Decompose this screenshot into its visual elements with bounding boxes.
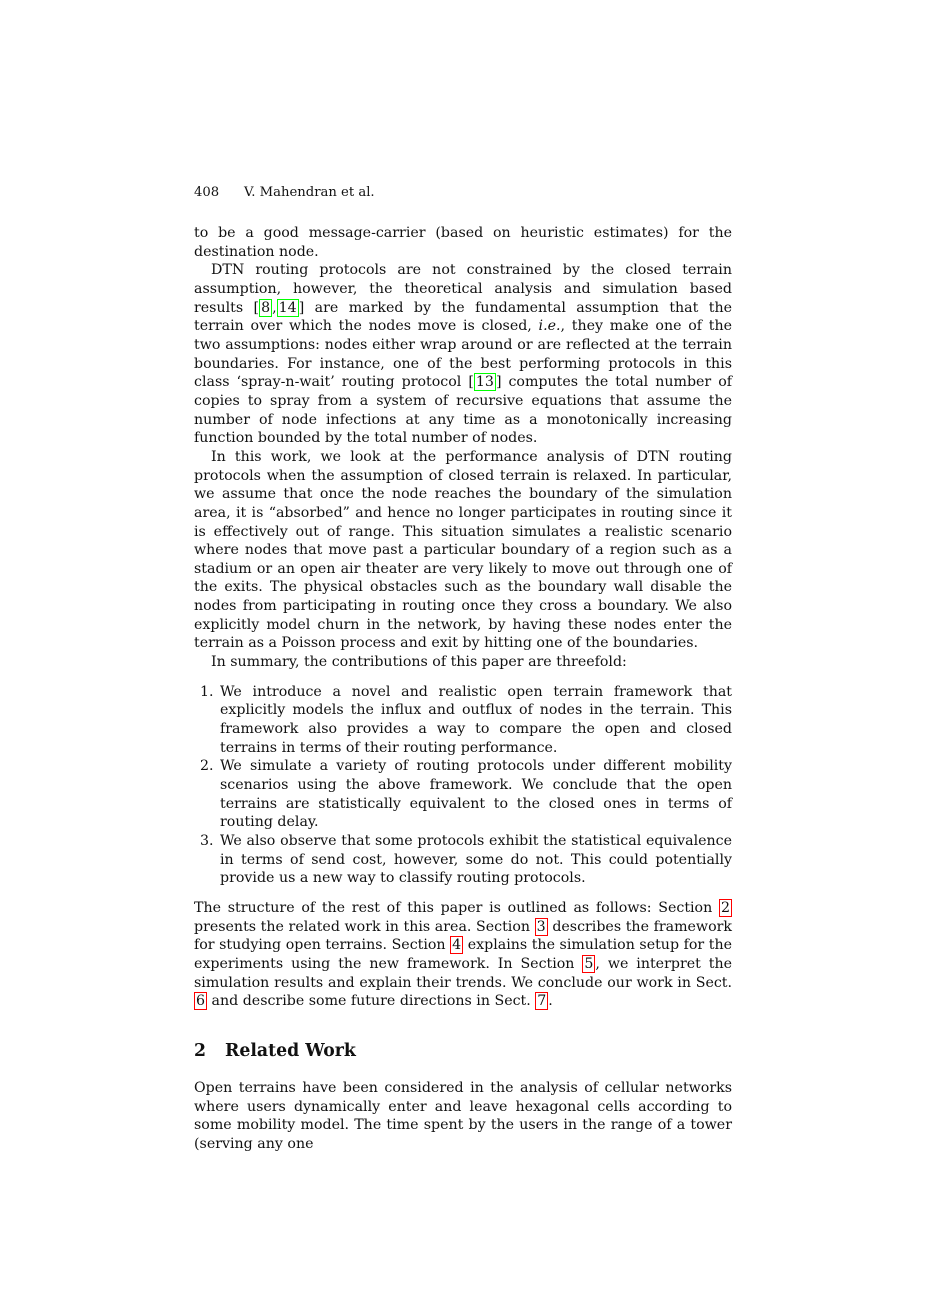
list-item-number: 3. <box>200 833 214 849</box>
related-work-paragraph: Open terrains have been considered in the analysis of cellular networks where users dynamically enter and leave hexagonal cells according to some mobility model. The time spent by the users in the range of a tower (serving any one <box>194 1079 732 1152</box>
paper-page <box>194 184 732 1154</box>
citation-link-8[interactable]: 8 <box>261 299 271 316</box>
list-item-number: 2. <box>200 758 214 775</box>
intro-paragraph-3: In this work, we look at the performance analysis of DTN routing protocols when the assumption of closed terrain is relaxed. In particular, we assume that once the node reaches the boundary of the simulation area, it is “absorbed” and hence no longer participates in routing since it is effectively out of range. This situation simulates a realistic scenario where nodes that move past a particular boundary of a region such as a stadium or an open air theater are very likely to move out through one of the exits. The physical obstacles such as the boundary wall disable the nodes from participating in routing once they cross a boundary. We also explicitly model churn in the network, by having these nodes enter the terrain as a Poisson process and exit by hitting one of the boundaries. <box>194 448 732 652</box>
section-link-2[interactable]: 2 <box>720 899 730 916</box>
list-item <box>194 683 732 758</box>
section-heading <box>194 1040 732 1062</box>
section-link-6[interactable]: 6 <box>196 993 206 1010</box>
intro-paragraph-4: In summary, the contributions of this paper are threefold: <box>211 654 627 671</box>
list-item-text: We introduce a novel and realistic open terrain framework that explicitly models the influx and outflux of nodes in the terrain. This framework also provides a way to compare the open and closed terrains in terms of their routing performance. <box>220 683 732 756</box>
section-link-4[interactable]: 4 <box>452 937 462 954</box>
intro-paragraph-1: to be a good message-carrier (based on heuristic estimates) for the destination node. <box>194 225 732 260</box>
author-line: V. Mahendran et al. <box>244 185 375 200</box>
section-link-3[interactable]: 3 <box>536 918 546 935</box>
list-item-number: 1. <box>200 683 214 700</box>
contributions-list <box>194 683 732 888</box>
section-number: 2 <box>194 1040 207 1061</box>
page-number: 408 <box>194 185 220 200</box>
section-link-7[interactable]: 7 <box>537 993 547 1010</box>
intro-paragraph-2: DTN routing protocols are not constrained by the closed terrain assumption, however, the theoretical analysis and simulation based results [ 8 , 14 ] are marked by the fundamental assumption that the terrain over which the nodes move is closed, i.e., they make one of the two assumptions: nodes either wrap around or are reflected at the terrain boundaries. For instance, one of the best performing protocols in this class ‘spray-n-wait’ routing protocol [ 13 ] computes the total number of copies to spray from a system of recursive equations that assume the number of node infections at any time as a monotonically increasing function bounded by the total number of nodes. <box>194 262 733 447</box>
section-title: Related Work <box>225 1040 356 1061</box>
citation-link-14[interactable]: 14 <box>278 299 297 316</box>
running-head <box>194 184 732 202</box>
structure-paragraph: The structure of the rest of this paper is outlined as follows: Section 2 presents the related work in this area. Section 3 describes the framework for studying open terrains. Section 4 explains the simulation setup for the experiments using the new framework. In Section 5 , we interpret the simulation results and explain their trends. We conclude our work in Sect. 6 and describe some future directions in Sect. 7 . <box>194 899 732 1010</box>
list-item <box>194 832 732 888</box>
list-item-text: We also observe that some protocols exhibit the statistical equivalence in terms of send cost, however, some do not. This could potentially provide us a new way to classify routing protocols. <box>220 833 732 887</box>
ie-abbreviation: i.e. <box>538 318 561 335</box>
list-item <box>194 757 732 832</box>
citation-link-13[interactable]: 13 <box>475 374 494 391</box>
list-item-text: We simulate a variety of routing protocols under different mobility scenarios using the above framework. We conclude that the open terrains are statistically equivalent to the closed ones in terms of routing delay. <box>220 758 732 831</box>
section-link-5[interactable]: 5 <box>584 955 594 972</box>
